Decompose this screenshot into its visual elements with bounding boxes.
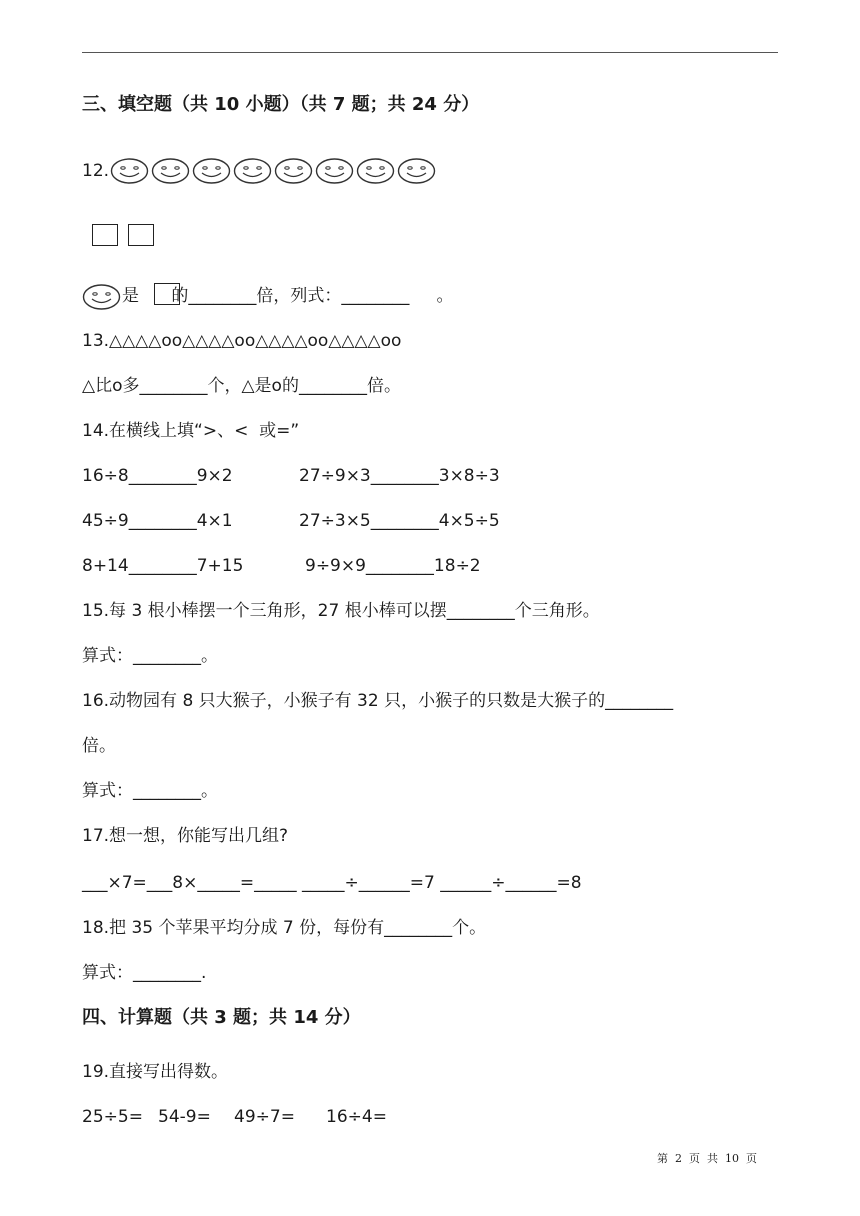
smiley-face-row (110, 157, 436, 185)
q17-blanks: ___×7=___8×_____=_____ _____÷______=7 ______÷______=8 (82, 873, 582, 893)
smiley-face-icon (110, 157, 149, 185)
expression: 49÷7= (234, 1107, 295, 1127)
smiley-face-icon (274, 157, 313, 185)
smiley-face-icon (233, 157, 272, 185)
compare-right: 27÷3×5________4×5÷5 (299, 511, 500, 531)
answer-box (154, 283, 180, 305)
section-four-heading: 四、计算题（共 3 题；共 14 分） (82, 1007, 361, 1028)
q17-question: 17.想一想，你能写出几组? (82, 826, 289, 846)
compare-left: 45÷9________4×1 (82, 511, 233, 531)
compare-left: 16÷8________9×2 (82, 466, 233, 486)
smiley-face-icon (315, 157, 354, 185)
q15-question: 15.每 3 根小棒摆一个三角形，27 根小棒可以摆________个三角形。 (82, 601, 600, 621)
smiley-face-icon (151, 157, 190, 185)
q19-question: 19.直接写出得数。 (82, 1062, 229, 1082)
header-rule (82, 52, 778, 53)
q14-prompt: 14.在横线上填“>、< 或=” (82, 421, 300, 441)
q15-formula: 算式：________。 (82, 646, 218, 666)
page-footer: 第 2 页 共 10 页 (657, 1152, 757, 1165)
q16-formula: 算式：________。 (82, 781, 218, 801)
compare-left: 8+14________7+15 (82, 556, 244, 576)
compare-right: 9÷9×9________18÷2 (305, 556, 481, 576)
smiley-face-icon (356, 157, 395, 185)
q13-question: △比o多________个，△是o的________倍。 (82, 376, 401, 396)
q18-formula: 算式：________. (82, 963, 207, 983)
q12-question: 是 的________倍，列式：________ 。 (122, 286, 454, 306)
answer-box (128, 224, 154, 246)
smiley-face-icon (82, 283, 121, 311)
expression: 25÷5= (82, 1107, 143, 1127)
answer-box (92, 224, 118, 246)
section-three-heading: 三、填空题（共 10 小题）（共 7 题；共 24 分） (82, 94, 480, 115)
q18-question: 18.把 35 个苹果平均分成 7 份，每份有________个。 (82, 918, 487, 938)
q16-question-cont: 倍。 (82, 736, 116, 756)
q13-shapes: 13.△△△△oo△△△△oo△△△△oo△△△△oo (82, 331, 402, 351)
q16-question: 16.动物园有 8 只大猴子，小猴子有 32 只，小猴子的只数是大猴子的________ (82, 691, 674, 711)
expression: 16÷4= (326, 1107, 387, 1127)
smiley-face-icon (397, 157, 436, 185)
smiley-face-icon (192, 157, 231, 185)
compare-right: 27÷9×3________3×8÷3 (299, 466, 500, 486)
q12-number: 12. (82, 161, 110, 181)
expression: 54-9= (158, 1107, 211, 1127)
